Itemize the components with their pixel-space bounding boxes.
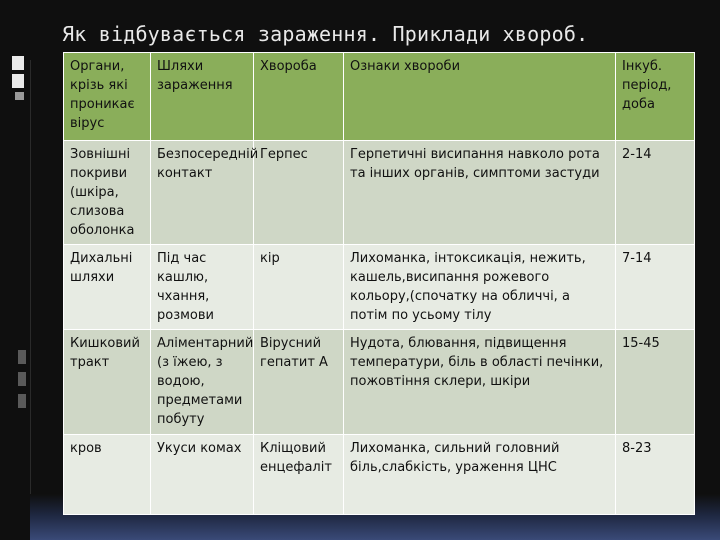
cell-organs: кров [64, 435, 151, 515]
left-vertical-line [30, 60, 31, 540]
infection-table [63, 52, 695, 515]
decor-blocks-top [12, 56, 26, 100]
table-header-row [64, 53, 695, 141]
cell-disease: Кліщовий енцефаліт [254, 435, 344, 515]
header-organs: Органи, крізь які проникає вірус [64, 53, 151, 141]
cell-incubation: 15-45 [616, 330, 695, 435]
cell-route: Безпосередній контакт [151, 141, 254, 245]
cell-route: Укуси комах [151, 435, 254, 515]
cell-symptoms: Герпетичні висипання навколо рота та інших органів, симптоми застуди [344, 141, 616, 245]
cell-disease: кір [254, 245, 344, 330]
header-symptoms: Ознаки хвороби [344, 53, 616, 141]
decor-blocks-bottom [12, 350, 26, 416]
header-disease: Хвороба [254, 53, 344, 141]
header-incubation: Інкуб. період, доба [616, 53, 695, 141]
cell-symptoms: Нудота, блювання, підвищення температури, біль в області печінки, пожовтіння склери, шкіри [344, 330, 616, 435]
slide-title: Як відбувається зараження. Приклади хвороб. [62, 22, 589, 46]
cell-organs: Кишковий тракт [64, 330, 151, 435]
table-row [64, 245, 695, 330]
cell-disease: Вірусний гепатит А [254, 330, 344, 435]
cell-organs: Дихальні шляхи [64, 245, 151, 330]
cell-incubation: 7-14 [616, 245, 695, 330]
cell-symptoms: Лихоманка, сильний головний біль,слабкість, ураження ЦНС [344, 435, 616, 515]
cell-route: Аліментарний (з їжею, з водою, предметами побуту [151, 330, 254, 435]
header-routes: Шляхи зараження [151, 53, 254, 141]
cell-disease: Герпес [254, 141, 344, 245]
cell-route: Під час кашлю, чхання, розмови [151, 245, 254, 330]
cell-symptoms: Лихоманка, інтоксикація, нежить, кашель,висипання рожевого кольору,(спочатку на обличчі, а потім по усьому тілу [344, 245, 616, 330]
table-row [64, 435, 695, 515]
table-row [64, 141, 695, 245]
table-row [64, 330, 695, 435]
cell-incubation: 8-23 [616, 435, 695, 515]
cell-incubation: 2-14 [616, 141, 695, 245]
cell-organs: Зовнішні покриви (шкіра, слизова оболонка [64, 141, 151, 245]
